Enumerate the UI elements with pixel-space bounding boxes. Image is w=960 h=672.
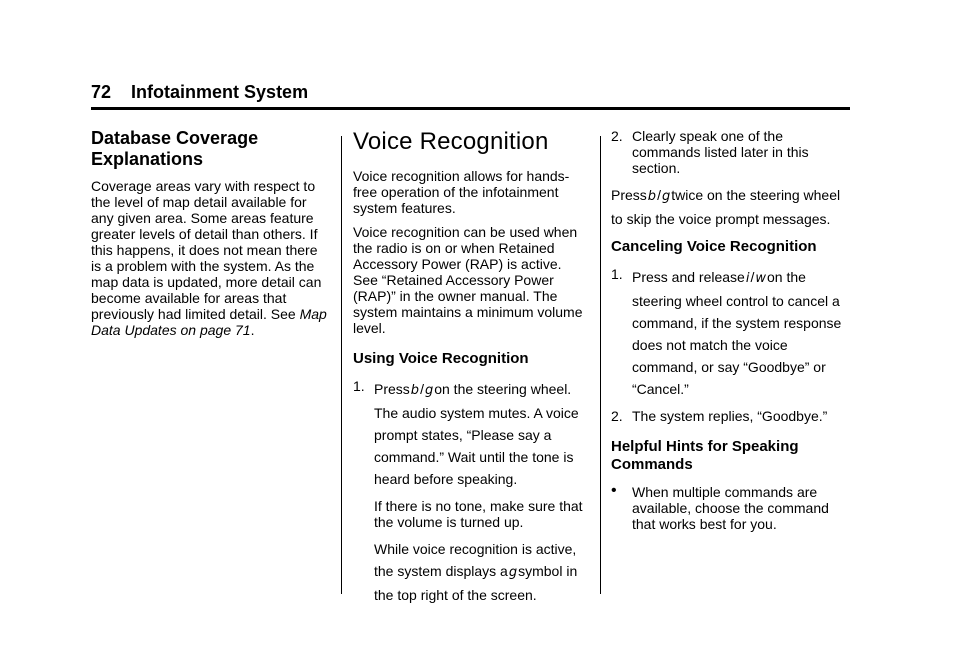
- column-2: [353, 128, 590, 614]
- step-number: 1.: [611, 266, 623, 282]
- header-rule: [91, 107, 850, 110]
- using-step-1: [353, 378, 590, 606]
- page-number: 72: [91, 82, 112, 102]
- using-step-2: [611, 128, 855, 176]
- rap-paragraph: Voice recognition can be used when the radio is on or when Retained Accessory Power (RAP) is active. See “Retained Accessory Power (RAP)” in the owner manual. The system maintains a minimum volume level.: [353, 224, 583, 336]
- intro-paragraph: Voice recognition allows for hands-free operation of the infotainment system features.: [353, 168, 570, 216]
- helpful-hints-heading: Helpful Hints for Speaking Commands: [611, 438, 799, 473]
- coverage-end: .: [250, 322, 255, 338]
- end-call-icon: i: [745, 271, 750, 286]
- step-1-tone-note: If there is no tone, make sure that the volume is turned up.: [374, 498, 583, 530]
- voice-icon: g: [424, 383, 434, 398]
- heading-line-1: Database Coverage: [91, 128, 259, 148]
- database-coverage-heading: [91, 128, 331, 170]
- step-number: 1.: [353, 378, 365, 394]
- canceling-voice-recognition-heading: Canceling Voice Recognition: [611, 238, 817, 255]
- page-header: [91, 80, 850, 110]
- column-1: [91, 128, 331, 346]
- heading-line-2: Explanations: [91, 149, 204, 169]
- cancel-step-2: [611, 408, 855, 424]
- step-1-symbol-note: While voice recognition is active, the system displays agsymbol in the top right of the screen.: [374, 541, 578, 603]
- cancel-step-1-text: Press and releasei/won the steering wheel control to cancel a command, if the system response does not match the voice command, or say “Goodbye” or “Cancel.”: [632, 269, 842, 397]
- voice-recognition-title: Voice Recognition: [353, 128, 549, 155]
- step-1-text: Pressb/gon the steering wheel. The audio system mutes. A voice prompt states, “Please say a command.” Wait until the tone is heard before speaking.: [374, 381, 579, 487]
- hint-item: [611, 484, 855, 532]
- hint-text: When multiple commands are available, choose the command that works best for you.: [632, 484, 829, 532]
- step-2-text: Clearly speak one of the commands listed later in this section.: [632, 128, 809, 176]
- coverage-text: Coverage areas vary with respect to the level of map detail available for any given area. Some areas feature greater levels of detail than others. If this happens, it does not mean there is a problem with the system. As the map data is updated, more detail can become available for areas that previously had limited detail. See: [91, 178, 322, 322]
- section-title: Infotainment System: [131, 82, 309, 102]
- step-number: 2.: [611, 128, 623, 144]
- column-divider-1: [341, 136, 342, 594]
- map-data-updates-link[interactable]: Map Data Updates on page 71: [91, 306, 327, 338]
- voice-icon: g: [661, 189, 671, 204]
- talk-icon: b: [410, 383, 420, 398]
- column-divider-2: [600, 136, 601, 594]
- cancel-step-1: [611, 266, 855, 400]
- talk-icon: b: [647, 189, 657, 204]
- column-3: [611, 128, 855, 540]
- coverage-paragraph: [91, 178, 331, 338]
- bullet: •: [611, 482, 617, 499]
- voice-icon: g: [508, 565, 518, 580]
- step-number: 2.: [611, 408, 623, 424]
- header-text: [91, 80, 850, 104]
- skip-prompt-paragraph: Pressb/gtwice on the steering wheel to skip the voice prompt messages.: [611, 187, 841, 227]
- using-voice-recognition-heading: Using Voice Recognition: [353, 350, 529, 367]
- cancel-step-2-text: The system replies, “Goodbye.”: [632, 408, 828, 424]
- mute-icon: w: [755, 271, 766, 286]
